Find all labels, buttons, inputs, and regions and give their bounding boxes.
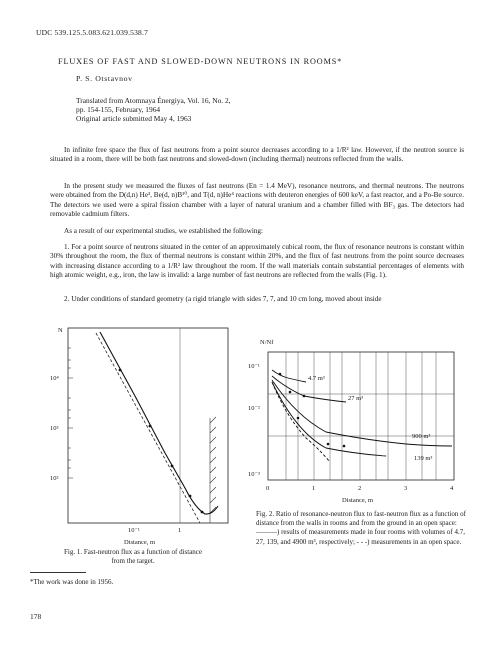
wall-hatching — [210, 417, 216, 523]
page-number: 178 — [30, 612, 42, 621]
paragraph-5: 2. Under conditions of standard geometry (a rigid triangle with sides 7, 7, and 10 cm long, moved about inside — [64, 295, 382, 303]
figure-2-y-label: N/Nf — [260, 339, 274, 346]
x-tick-label: 0 — [266, 485, 270, 492]
figure-2 — [246, 336, 458, 506]
figure-1-frame — [68, 328, 228, 523]
curve-label: 139 m³ — [414, 455, 433, 462]
figure-2-x-label: Distance, m — [342, 497, 374, 504]
udc-code: UDC 539.125.5.083.621.039.538.7 — [36, 28, 149, 37]
footnote: *The work was done in 1956. — [30, 578, 114, 586]
translation-line: pp. 154-155, February, 1964 — [76, 105, 161, 115]
x-tick-label: 2 — [358, 485, 362, 492]
figure-1-x-label: Distance, m — [124, 539, 156, 546]
figure-1-y-label: N — [58, 327, 63, 334]
figure-2-plot — [246, 336, 458, 506]
article-title: FLUXES OF FAST AND SLOWED-DOWN NEUTRONS IN ROOMS* — [58, 57, 343, 66]
author: P. S. Otstavnov — [76, 74, 133, 83]
paragraph-1: In infinite free space the flux of fast neutrons from a point source decreases according to a 1/R² law. However, if the neutron source is situated in a room, there will be both fast neutrons and slowed-down (including thermal) neutrons reflected from the walls. — [50, 146, 464, 164]
y-tick-label: 10⁻¹ — [248, 363, 260, 370]
figure-1-plot — [40, 318, 240, 546]
curve-label: 4.7 m³ — [308, 375, 325, 382]
y-tick-label: 10⁻² — [248, 405, 260, 412]
footnote-rule — [30, 572, 86, 573]
y-tick-label: 10³ — [50, 425, 59, 432]
x-tick-label: 1 — [312, 485, 316, 492]
curve-label: 27 m³ — [348, 395, 364, 402]
y-tick-label: 10² — [50, 475, 59, 482]
paragraph-2: In the present study we measured the fluxes of fast neutrons (En = 1.4 MeV), resonance neutrons, and thermal neutrons. The neutrons were obtained from the D(d,n) He³, Be(d, n)B¹⁰, and T(d, n)He⁴ reactions with deuteron energies of 600 keV, a fast reactor, and a Po-Be source. The detectors we used were a spiral fission chamber with a layer of natural uranium and a chamber filled with BF₃ gas. The detectors had removable cadmium filters. — [50, 182, 464, 219]
translation-info — [76, 96, 231, 124]
x-tick-label: 1 — [178, 527, 182, 534]
x-tick-label: 3 — [404, 485, 408, 492]
figure-1-caption: Fig. 1. Fast-neutron flux as a function of distance from the target. — [63, 548, 203, 566]
x-tick-label: 10⁻¹ — [128, 527, 140, 534]
translation-line: Translated from Atomnaya Énergiya, Vol. 16, No. 2, — [76, 96, 231, 105]
measured-flux-curve — [100, 332, 218, 514]
curve-139 — [272, 382, 386, 456]
translation-line: Original article submitted May 4, 1963 — [76, 114, 192, 124]
figure-1 — [40, 318, 240, 546]
y-ticks — [68, 348, 73, 478]
curve-label: 900 m³ — [412, 433, 431, 440]
paragraph-3: As a result of our experimental studies, we established the following: — [64, 227, 264, 235]
y-tick-label: 10⁻³ — [248, 471, 260, 478]
x-tick-label: 4 — [450, 485, 454, 492]
inverse-square-line — [96, 333, 200, 523]
y-tick-label: 10⁴ — [50, 375, 59, 382]
figure-2-caption: Fig. 2. Ratio of resonance-neutron flux to fast-neutron flux as a function of distance from the walls in rooms and from the ground in an open space: ———) results of measurements made in four rooms with volumes of 4.7, 27, 139, and 4900 m³, respectively; - - -) measurements in an open space. — [256, 510, 466, 546]
paragraph-4: 1. For a point source of neutrons situated in the center of an approximately cubical room, the flux of resonance neutrons is constant within 30% throughout the room, the flux of thermal neutrons is constant within 20%, and the flux of fast neutrons from the point source decreases with increasing distance according to a 1/R² law throughout the room. If the wall materials contain substantial percentages of elements with high atomic weight, e.g., iron, the law is invalid: a large number of fast neutrons are reflected from the walls (Fig. 1). — [50, 243, 464, 280]
